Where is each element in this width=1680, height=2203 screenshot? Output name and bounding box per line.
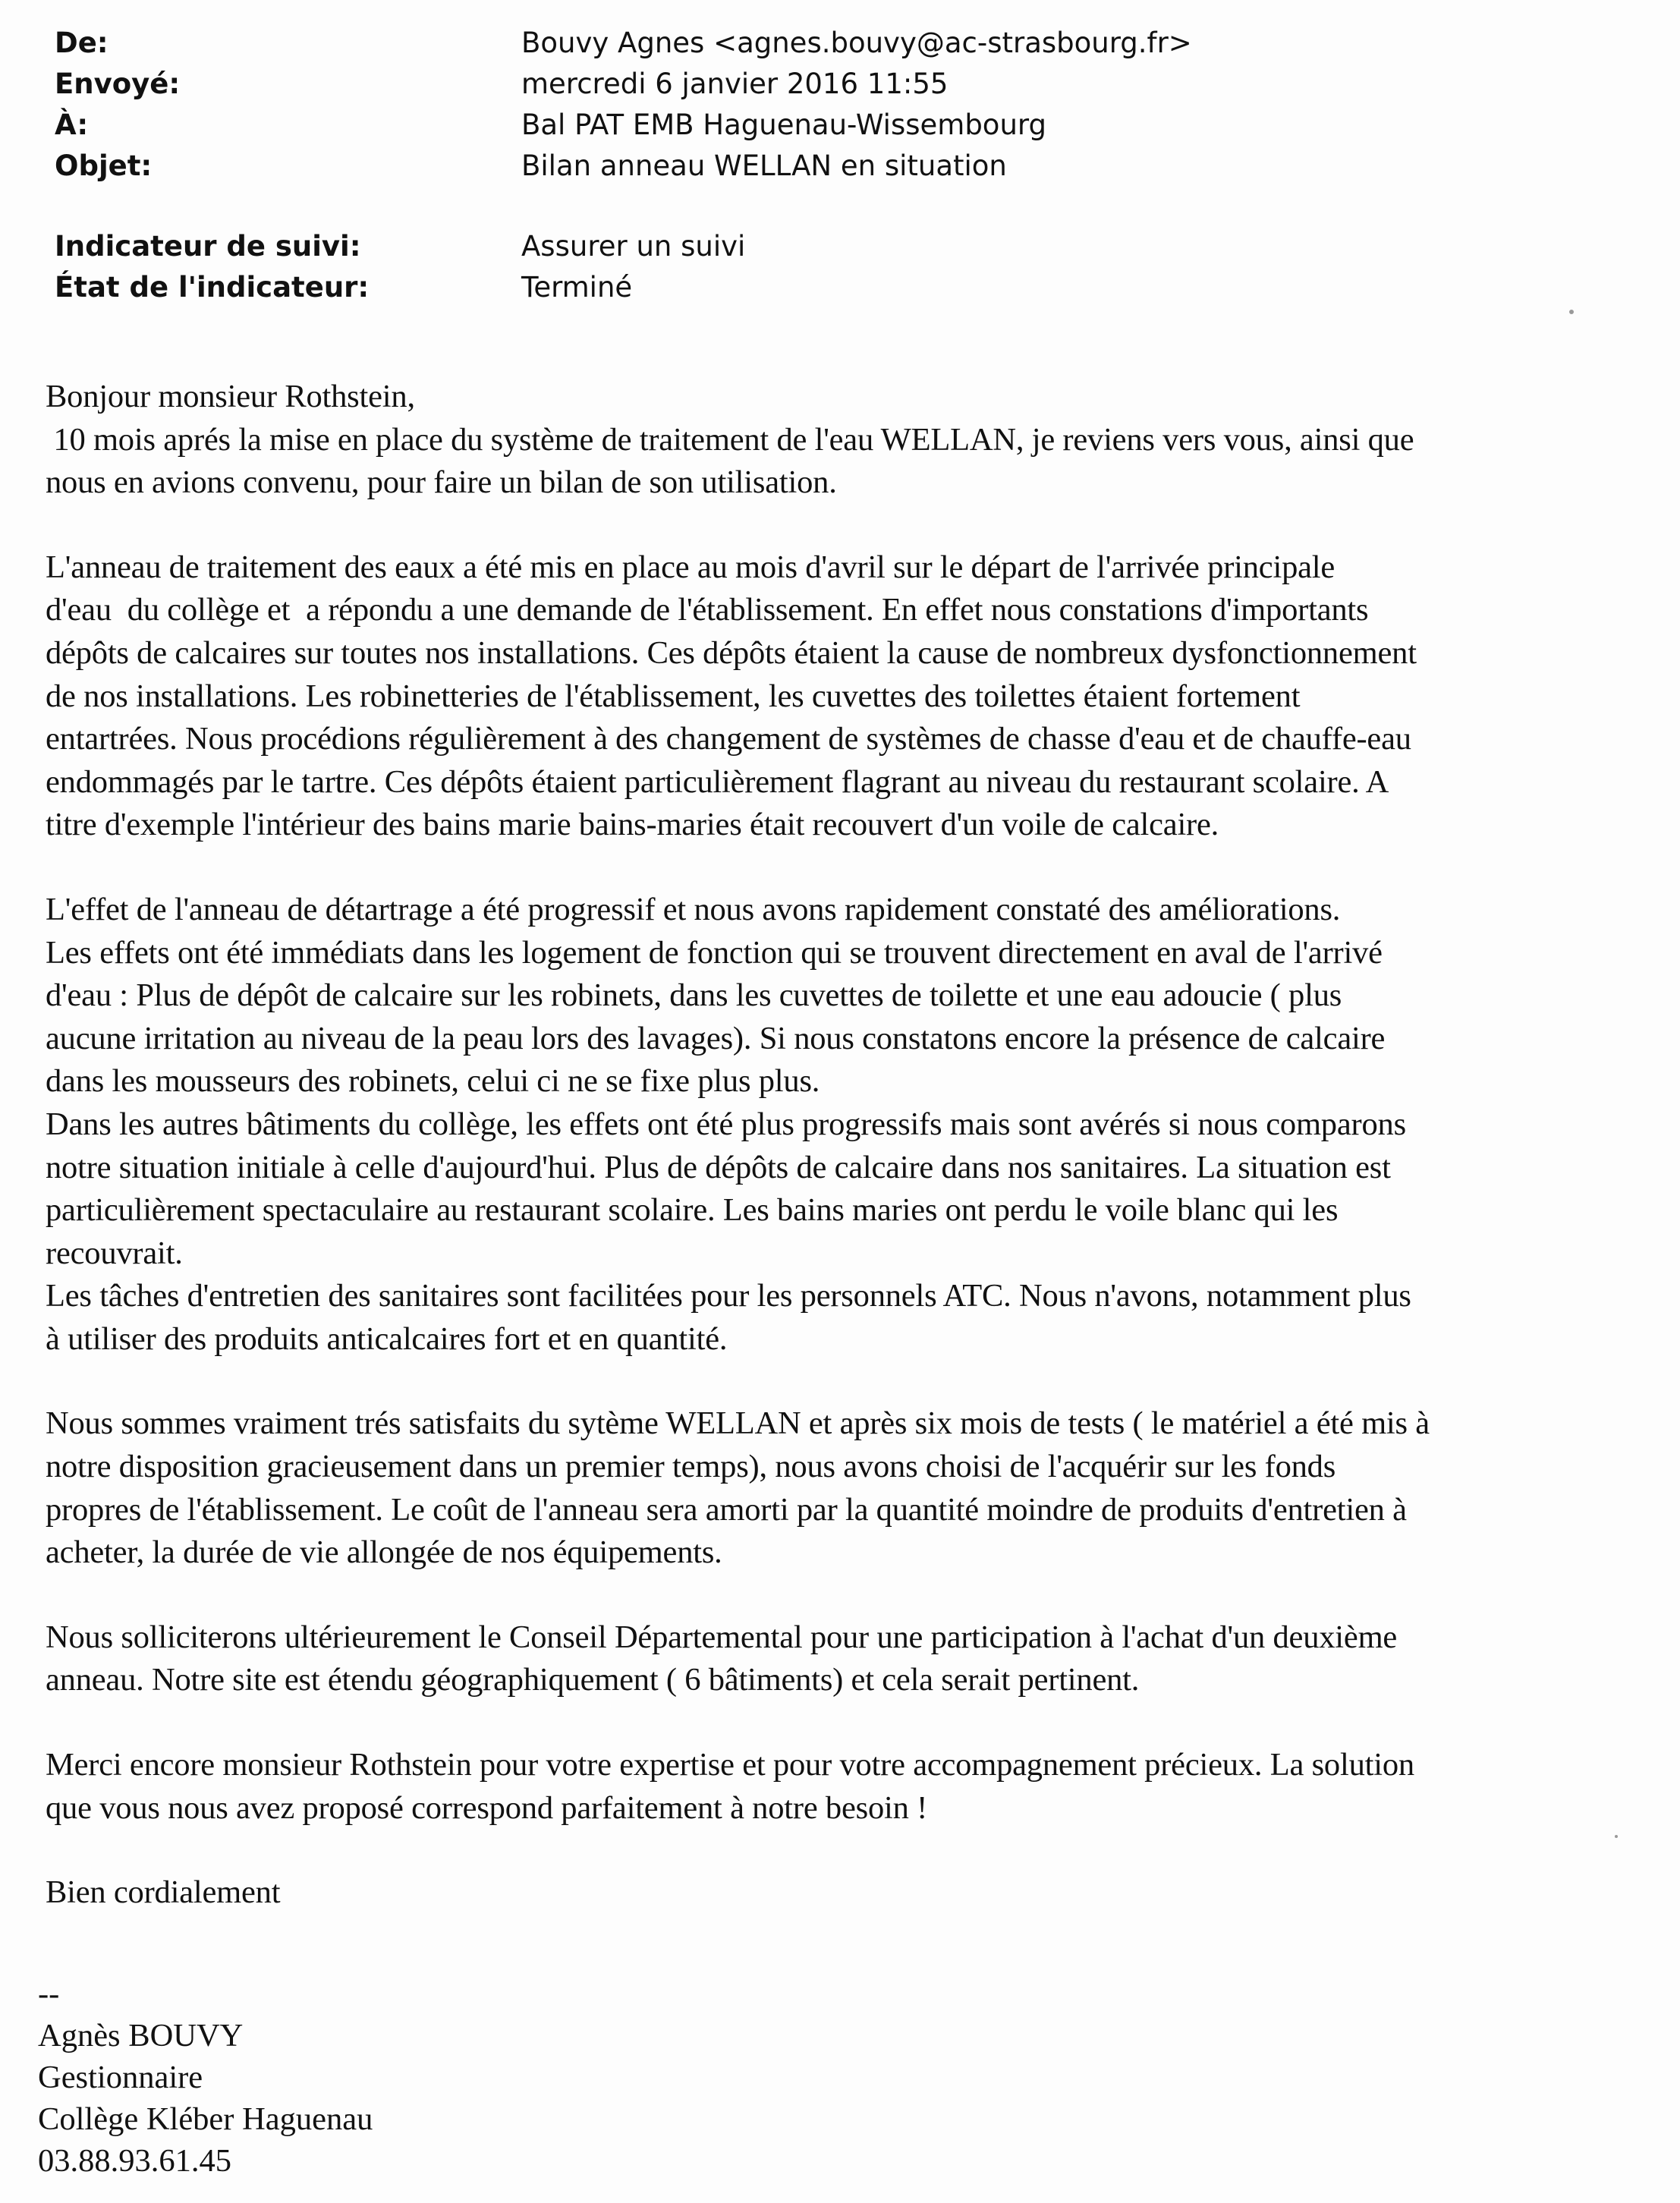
from-label: De: bbox=[55, 27, 109, 59]
body-line: particulièrement spectaculaire au restaurant scolaire. Les bains maries ont perdu le voile blanc qui les bbox=[46, 1192, 1339, 1229]
paragraph-council bbox=[46, 1616, 1639, 1702]
paragraph-effects bbox=[46, 889, 1639, 1361]
body-line: aucune irritation au niveau de la peau lors des lavages). Si nous constatons encore la présence de calcaire bbox=[46, 1020, 1386, 1056]
body-line: entartrées. Nous procédions régulièrement à des changement de systèmes de chasse d'eau et de chauffe-eau bbox=[46, 721, 1411, 757]
body-line: notre disposition gracieusement dans un premier temps), nous avons choisi de l'acquérir sur les fonds bbox=[46, 1449, 1336, 1485]
closing-line: Bien cordialement bbox=[46, 1874, 281, 1911]
sent-label: Envoyé: bbox=[55, 68, 181, 100]
body-line: d'eau : Plus de dépôt de calcaire sur les robinets, dans les cuvettes de toilette et une eau adoucie ( plus bbox=[46, 977, 1342, 1014]
body-line: titre d'exemple l'intérieur des bains marie bains-maries était recouvert d'un voile de calcaire. bbox=[46, 807, 1219, 843]
status-value: Terminé bbox=[521, 271, 633, 304]
sent-row bbox=[55, 64, 1633, 105]
body-line: L'effet de l'anneau de détartrage a été progressif et nous avons rapidement constaté des améliorations. bbox=[46, 891, 1341, 927]
body-line: à utiliser des produits anticalcaires fort et en quantité. bbox=[46, 1320, 728, 1357]
body-line: Les tâches d'entretien des sanitaires sont facilitées pour les personnels ATC. Nous n'avons, notamment plus bbox=[46, 1278, 1411, 1314]
body-line: dans les mousseurs des robinets, celui ci ne se fixe plus plus. bbox=[46, 1063, 820, 1100]
signature-phone: 03.88.93.61.45 bbox=[38, 2143, 231, 2179]
body-line: nous en avions convenu, pour faire un bilan de son utilisation. bbox=[46, 464, 837, 501]
body-line: de nos installations. Les robinetteries de l'établissement, les cuvettes des toilettes étaient fortement bbox=[46, 678, 1301, 714]
body-line: endommagés par le tartre. Ces dépôts étaient particulièrement flagrant au niveau du restaurant scolaire. A bbox=[46, 763, 1389, 800]
paragraph-context bbox=[46, 546, 1639, 847]
body-line: 10 mois aprés la mise en place du système de traitement de l'eau WELLAN, je reviens vers vous, ainsi que bbox=[46, 421, 1414, 458]
signature-school: Collège Kléber Haguenau bbox=[38, 2101, 373, 2137]
scan-speck bbox=[1615, 1835, 1618, 1838]
body-line: d'eau du collège et a répondu a une demande de l'établissement. En effet nous constations d'importants bbox=[46, 592, 1369, 628]
status-label: État de l'indicateur: bbox=[55, 271, 370, 304]
email-header bbox=[55, 23, 1633, 308]
subject-label: Objet: bbox=[55, 149, 153, 182]
body-line: Nous solliciterons ultérieurement le Conseil Départemental pour une participation à l'achat d'un deuxième bbox=[46, 1619, 1398, 1655]
body-line: Dans les autres bâtiments du collège, les effets ont été plus progressifs mais sont avérés si nous comparons bbox=[46, 1106, 1406, 1142]
scan-speck bbox=[1569, 310, 1574, 314]
followup-label: Indicateur de suivi: bbox=[55, 230, 361, 263]
email-body bbox=[46, 376, 1639, 1915]
from-value: Bouvy Agnes <agnes.bouvy@ac-strasbourg.fr> bbox=[521, 27, 1192, 59]
body-line: que vous nous avez proposé correspond parfaitement à notre besoin ! bbox=[46, 1789, 928, 1826]
paragraph-satisfaction bbox=[46, 1402, 1639, 1574]
to-label: À: bbox=[55, 109, 89, 141]
signature-role: Gestionnaire bbox=[38, 2060, 203, 2095]
signature-block bbox=[38, 1973, 373, 2182]
body-line: acheter, la durée de vie allongée de nos équipements. bbox=[46, 1534, 722, 1571]
followup-value: Assurer un suivi bbox=[521, 230, 746, 263]
followup-row bbox=[55, 226, 1633, 267]
subject-value: Bilan anneau WELLAN en situation bbox=[521, 149, 1007, 182]
to-value: Bal PAT EMB Haguenau-Wissembourg bbox=[521, 109, 1046, 141]
body-line: anneau. Notre site est étendu géographiquement ( 6 bâtiments) et cela serait pertinent. bbox=[46, 1662, 1140, 1698]
from-row bbox=[55, 23, 1633, 64]
paragraph-greeting bbox=[46, 376, 1639, 505]
to-row bbox=[55, 105, 1633, 146]
subject-row bbox=[55, 146, 1633, 187]
body-line: Nous sommes vraiment trés satisfaits du sytème WELLAN et après six mois de tests ( le matériel a été mis à bbox=[46, 1405, 1430, 1442]
body-line: Merci encore monsieur Rothstein pour votre expertise et pour votre accompagnement précieux. La solution bbox=[46, 1747, 1414, 1783]
body-line: Les effets ont été immédiats dans les logement de fonction qui se trouvent directement en aval de l'arrivé bbox=[46, 934, 1383, 971]
signature-name: Agnès BOUVY bbox=[38, 2018, 244, 2054]
sent-value: mercredi 6 janvier 2016 11:55 bbox=[521, 68, 949, 100]
body-line: propres de l'établissement. Le coût de l'anneau sera amorti par la quantité moindre de produits d'entretien à bbox=[46, 1491, 1407, 1528]
body-line: dépôts de calcaires sur toutes nos installations. Ces dépôts étaient la cause de nombreux dysfonctionnement bbox=[46, 634, 1417, 671]
body-line: L'anneau de traitement des eaux a été mis en place au mois d'avril sur le départ de l'arrivée principale bbox=[46, 549, 1336, 585]
body-line: recouvrait. bbox=[46, 1235, 183, 1271]
paragraph-thanks bbox=[46, 1744, 1639, 1830]
status-row bbox=[55, 267, 1633, 308]
body-line: notre situation initiale à celle d'aujourd'hui. Plus de dépôts de calcaire dans nos sanitaires. La situation est bbox=[46, 1149, 1391, 1185]
body-line: Bonjour monsieur Rothstein, bbox=[46, 379, 415, 414]
signature-separator: -- bbox=[38, 1976, 60, 2012]
